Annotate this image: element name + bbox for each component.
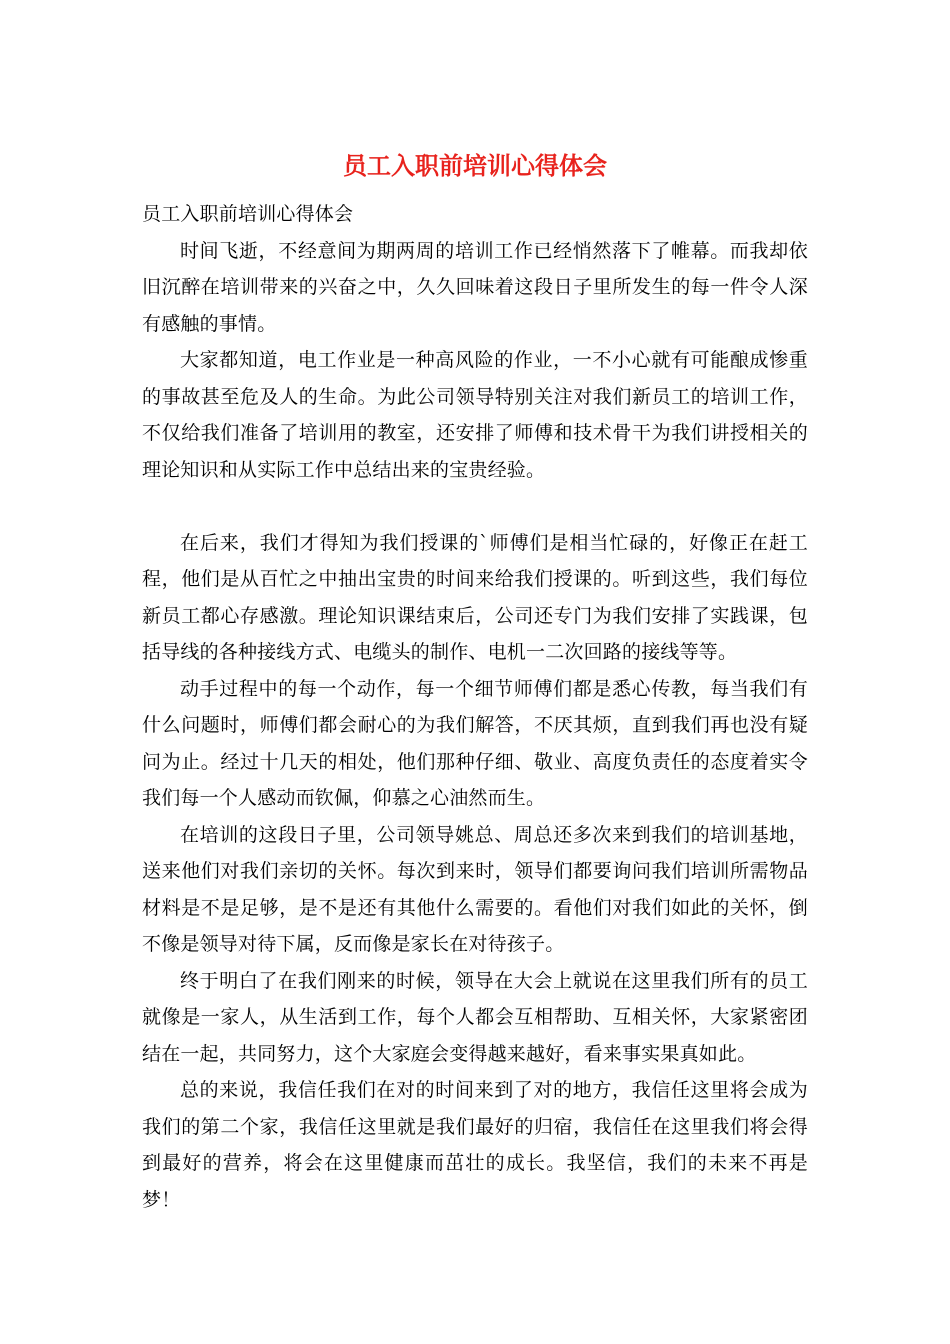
document-subtitle: 员工入职前培训心得体会 (142, 203, 354, 225)
paragraph-1: 时间飞逝，不经意间为期两周的培训工作已经悄然落下了帷幕。而我却依旧沉醉在培训带来的兴奋之中，久久回味着这段日子里所发生的每一件令人深有感触的事情。 (142, 239, 808, 335)
paragraph-4: 动手过程中的每一个动作，每一个细节师傅们都是悉心传教，每当我们有什么问题时，师傅们都会耐心的为我们解答，不厌其烦，直到我们再也没有疑问为止。经过十几天的相处，他们那种仔细、敬业、高度负责任的态度着实令我们每一个人感动而钦佩，仰慕之心油然而生。 (142, 677, 808, 809)
paragraph-5: 在培训的这段日子里，公司领导姚总、周总还多次来到我们的培训基地，送来他们对我们亲切的关怀。每次到来时，领导们都要询问我们培训所需物品材料是不是足够，是不是还有其他什么需要的。看他们对我们如此的关怀，倒不像是领导对待下属，反而像是家长在对待孩子。 (142, 823, 808, 955)
document-title: 员工入职前培训心得体会 (343, 151, 607, 180)
document-body (142, 196, 808, 1218)
paragraph-6: 终于明白了在我们刚来的时候，领导在大会上就说在这里我们所有的员工就像是一家人，从生活到工作，每个人都会互相帮助、互相关怀，大家紧密团结在一起，共同努力，这个大家庭会变得越来越好，看来事实果真如此。 (142, 969, 808, 1065)
paragraph-2: 大家都知道，电工作业是一种高风险的作业，一不小心就有可能酿成惨重的事故甚至危及人的生命。为此公司领导特别关注对我们新员工的培训工作，不仅给我们准备了培训用的教室，还安排了师傅和技术骨干为我们讲授相关的理论知识和从实际工作中总结出来的宝贵经验。 (142, 349, 808, 481)
paragraph-gap (142, 488, 808, 525)
paragraph-3: 在后来，我们才得知为我们授课的`师傅们是相当忙碌的，好像正在赶工程，他们是从百忙之中抽出宝贵的时间来给我们授课的。听到这些，我们每位新员工都心存感激。理论知识课结束后，公司还专门为我们安排了实践课，包括导线的各种接线方式、电缆头的制作、电机一二次回路的接线等等。 (142, 531, 808, 663)
paragraph-7: 总的来说，我信任我们在对的时间来到了对的地方，我信任这里将会成为我们的第二个家，我信任这里就是我们最好的归宿，我信任在这里我们将会得到最好的营养，将会在这里健康而茁壮的成长。我坚信，我们的未来不再是梦！ (142, 1079, 808, 1211)
